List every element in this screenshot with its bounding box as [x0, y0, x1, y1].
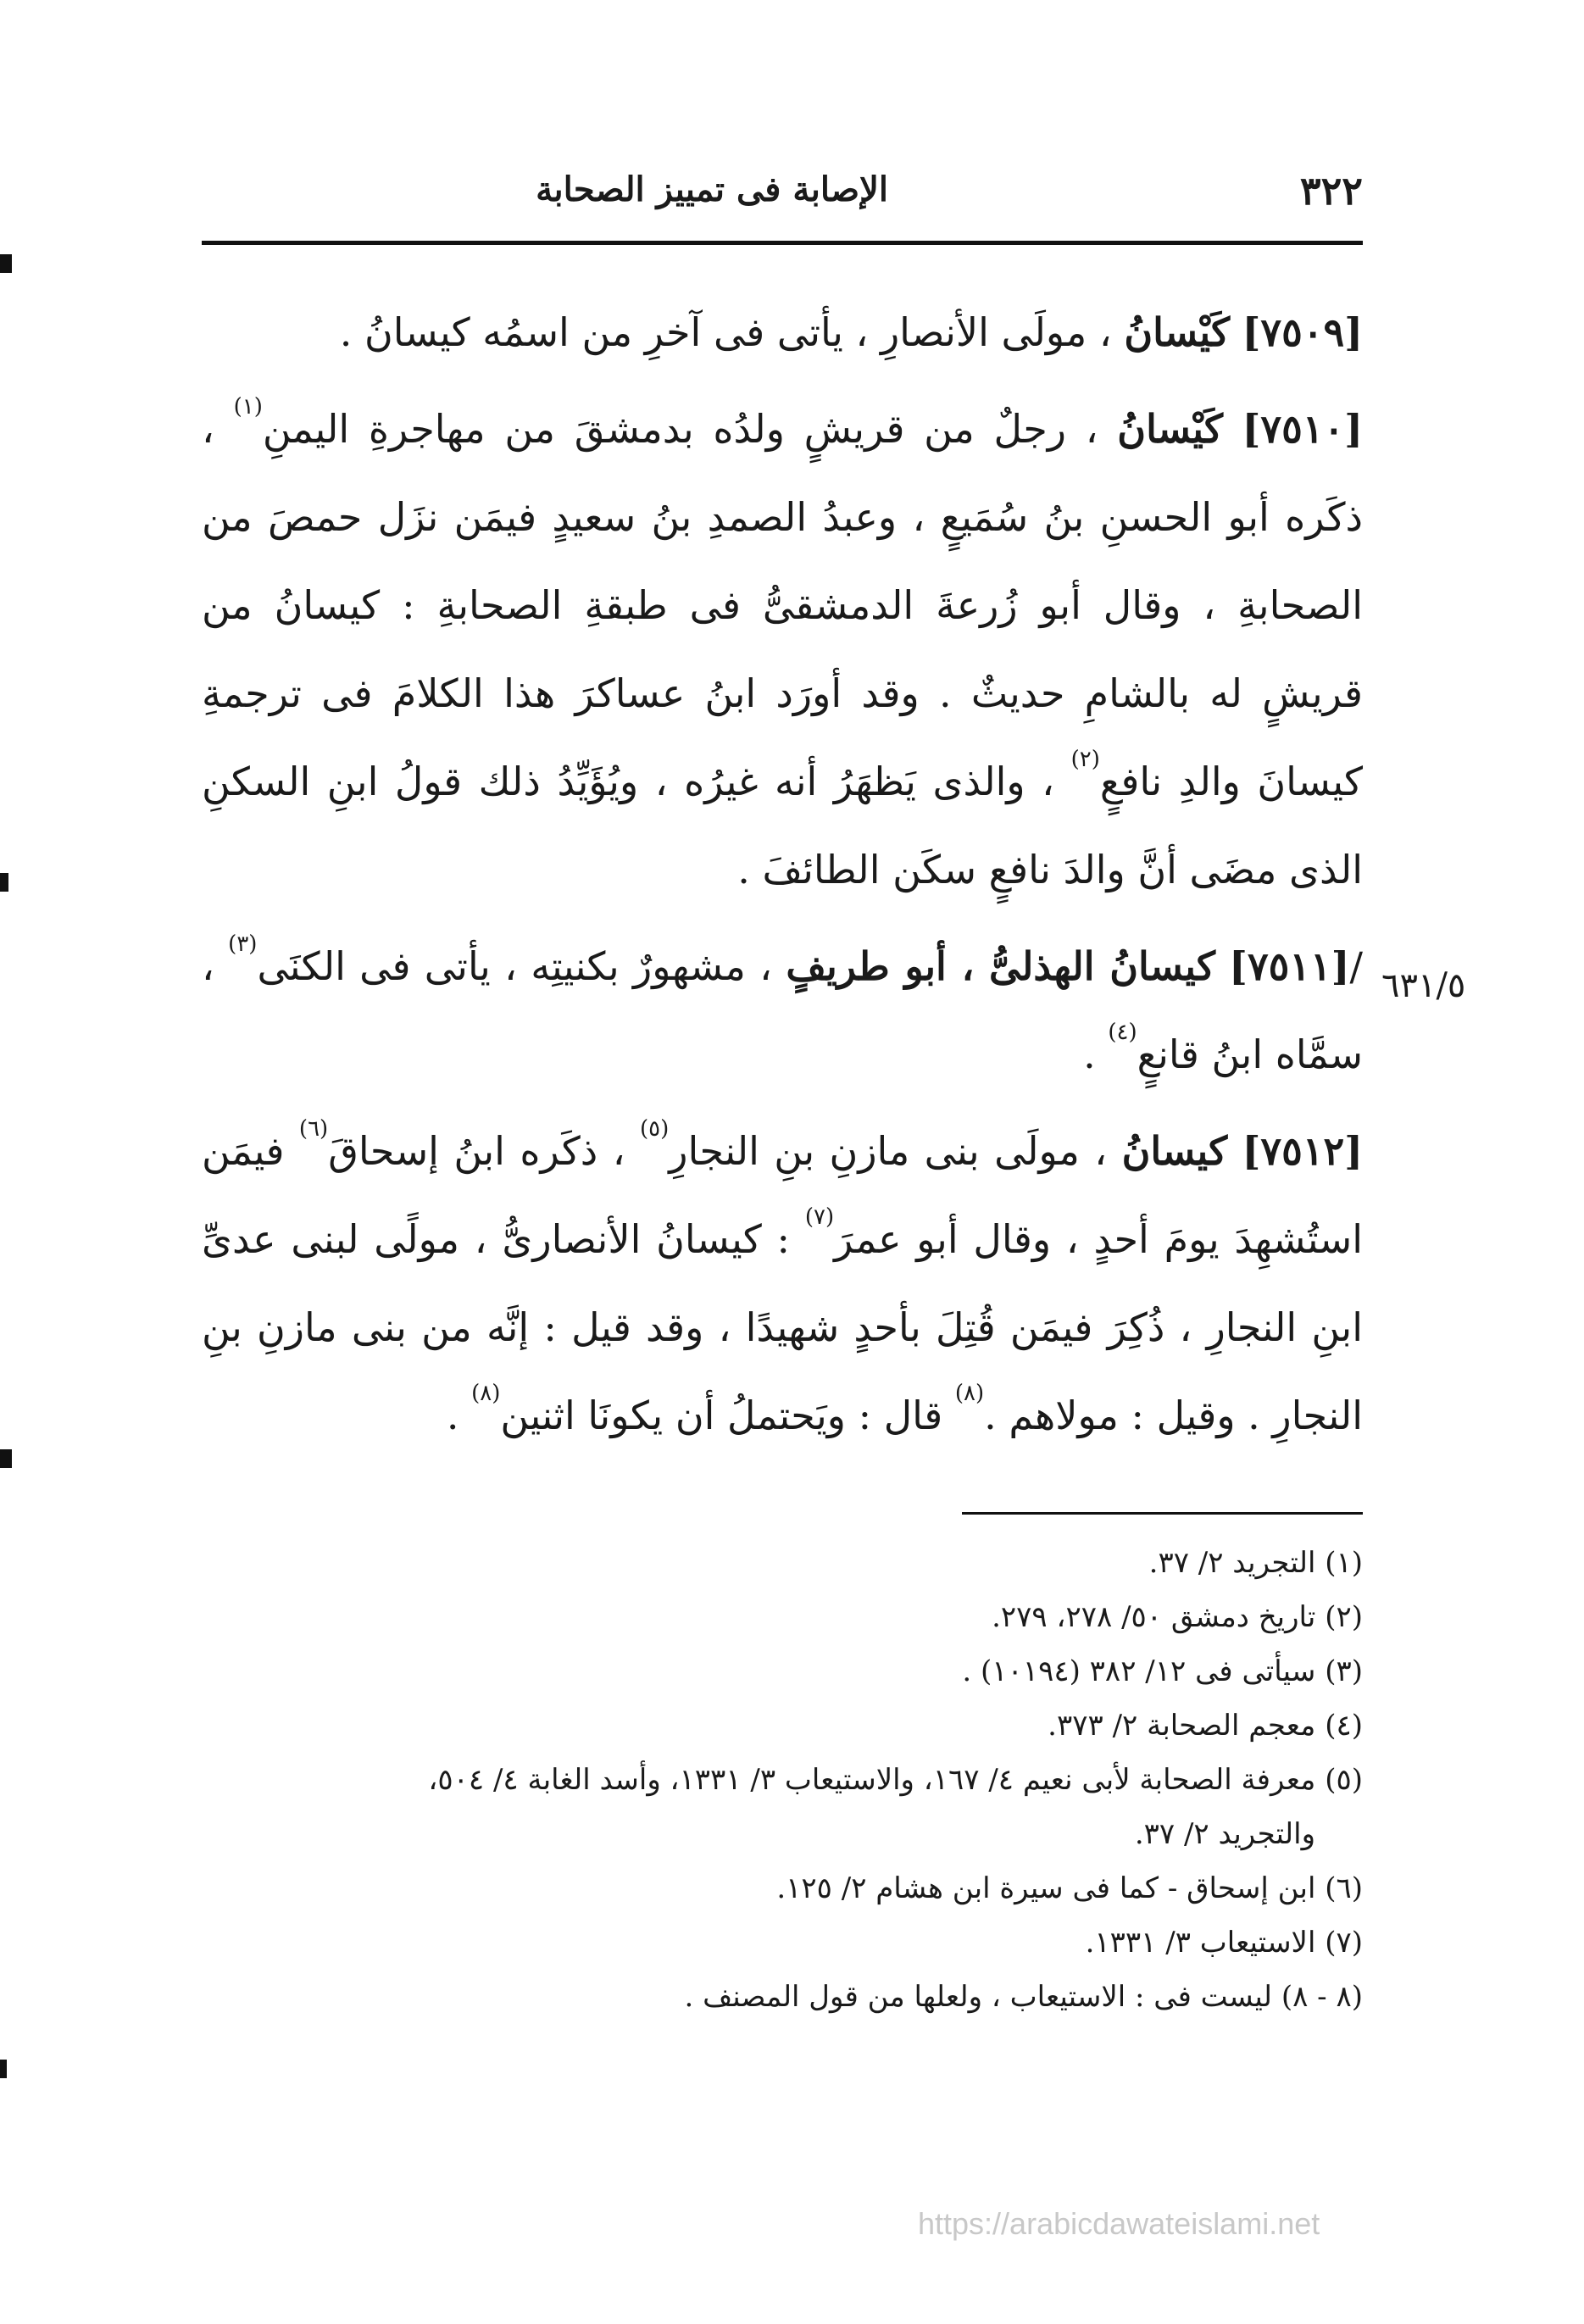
entry-number: [٧٥٠٩] — [1242, 309, 1363, 355]
entry-name: كيسانُ الهذلىُّ ، أبو طريفٍ — [786, 943, 1215, 989]
footnote-1: (١) التجريد ٢/ ٣٧. — [1148, 1546, 1363, 1580]
page-header — [202, 168, 1363, 227]
entry-number: [٧٥١١] — [1229, 943, 1350, 989]
margin-page-reference: ٦٣١/٥ — [1381, 966, 1466, 1005]
entry-text: ، والذى يَظهَرُ أنه غيرُه ، ويُؤَيِّدُ ذلك قولُ ابنِ السكنِ الذى مضَى أنَّ والدَ نافعٍ سكَن الطائفَ . — [202, 759, 1363, 892]
footnote-2: (٢) تاريخ دمشق ٥٠/ ٢٧٨، ٢٧٩. — [992, 1600, 1363, 1634]
footnote-ref[interactable]: (٢) — [1070, 747, 1100, 772]
entry-text: ، مشهورٌ بكنيتِه ، يأتى فى الكنَى — [257, 943, 773, 989]
footnote-3: (٣) سيأتى فى ١٢/ ٣٨٢ (١٠١٩٤) . — [962, 1654, 1363, 1688]
entry-text: . — [1083, 1031, 1096, 1077]
entry-text: قال : ويَحتملُ أن يكونَا اثنين — [500, 1393, 943, 1438]
footnote-ref[interactable]: (١) — [233, 394, 263, 420]
footnote-7: (٧) الاستيعاب ٣/ ١٣٣١. — [1085, 1926, 1363, 1960]
footnote-6: (٦) ابن إسحاق - كما فى سيرة ابن هشام ٢/ ١٢٥. — [776, 1871, 1363, 1905]
entry-number: [٧٥١٠] — [1242, 406, 1363, 452]
footnote-ref[interactable]: (٤) — [1108, 1020, 1137, 1045]
entry-7511 — [202, 922, 1363, 1098]
footnote-4: (٤) معجم الصحابة ٢/ ٣٧٣. — [1048, 1709, 1363, 1743]
watermark-url: https://arabicdawateislami.net — [918, 2206, 1320, 2241]
entry-7512 — [202, 1107, 1363, 1459]
entry-number: [٧٥١٢] — [1242, 1128, 1363, 1174]
entry-text: : كيسانُ الأنصارىُّ ، مولًى لبنى عدىِّ ابنِ النجارِ ، ذُكِرَ فيمَن قُتِلَ بأحدٍ شهيدًا ، وقد قيل : إنَّه من بنى مازنِ بنِ النجارِ . وقيل : مولاهم . — [202, 1216, 1363, 1438]
footnote-8: (٨ - ٨) ليست فى : الاستيعاب ، ولعلها من قول المصنف . — [684, 1980, 1363, 2014]
running-title: الإصابة فى تمييز الصحابة — [536, 170, 888, 209]
footnote-ref[interactable]: (٨) — [471, 1381, 501, 1406]
page-break-marker: / — [1349, 943, 1364, 989]
footnote-5: (٥) معرفة الصحابة لأبى نعيم ٤/ ١٦٧، والاستيعاب ٣/ ١٣٣١، وأسد الغابة ٤/ ٥٠٤، — [428, 1763, 1363, 1797]
header-rule — [202, 241, 1363, 245]
entry-text: . — [446, 1393, 459, 1438]
scan-edge-mark — [0, 254, 12, 273]
footnote-ref[interactable]: (٧) — [804, 1204, 835, 1230]
entry-7509 — [202, 288, 1363, 376]
entry-text: ، مولَى بنى مازنِ بنِ النجارِ — [669, 1128, 1108, 1174]
entry-text: ، رجلٌ من قريشٍ ولدُه بدمشقَ من مهاجرةِ اليمنِ — [262, 406, 1098, 452]
scan-edge-mark — [0, 873, 8, 892]
footnote-rule — [962, 1512, 1363, 1515]
scan-edge-mark — [0, 1449, 12, 1468]
footnote-ref[interactable]: (٦) — [298, 1116, 329, 1142]
entry-text: ، ذكَره ابنُ إسحاقَ — [328, 1128, 625, 1174]
main-text — [202, 288, 1363, 1468]
entry-name: كَيْسانُ — [1117, 406, 1223, 452]
entry-text: ، سمَّاه ابنُ قانعٍ — [202, 943, 1363, 1077]
entry-text: ، ذكَره أبو الحسنِ بنُ سُمَيعٍ ، وعبدُ الصمدِ بنُ سعيدٍ فيمَن نزَل حمصَ من الصحابةِ ، وقال أبو زُرعةَ الدمشقىُّ فى طبقةِ الصحابةِ : كيسانُ من قريشٍ له بالشامِ حديثٌ . وقد أورَد ابنُ عساكرَ هذا الكلامَ فى ترجمةِ كيسانَ والدِ نافعٍ — [202, 406, 1363, 804]
scan-edge-mark — [0, 2060, 7, 2078]
entry-name: كيسانُ — [1121, 1128, 1228, 1174]
entry-text: فيمَن استُشهِدَ يومَ أحدٍ ، وقال أبو عمرَ — [202, 1128, 1363, 1262]
entry-text: ، مولَى الأنصارِ ، يأتى فى آخرِ من اسمُه كيسانُ . — [339, 309, 1112, 355]
entry-name: كَيْسانُ — [1124, 309, 1231, 355]
footnote-ref[interactable]: (٣) — [228, 931, 258, 957]
footnotes — [202, 1536, 1363, 2024]
footnote-ref[interactable]: (٨) — [954, 1381, 985, 1406]
entry-7510 — [202, 385, 1363, 914]
page-number: ٣٢٢ — [1299, 168, 1363, 214]
footnote-ref[interactable]: (٥) — [639, 1116, 670, 1142]
footnote-5-continued: والتجريد ٢/ ٣٧. — [1134, 1817, 1315, 1851]
